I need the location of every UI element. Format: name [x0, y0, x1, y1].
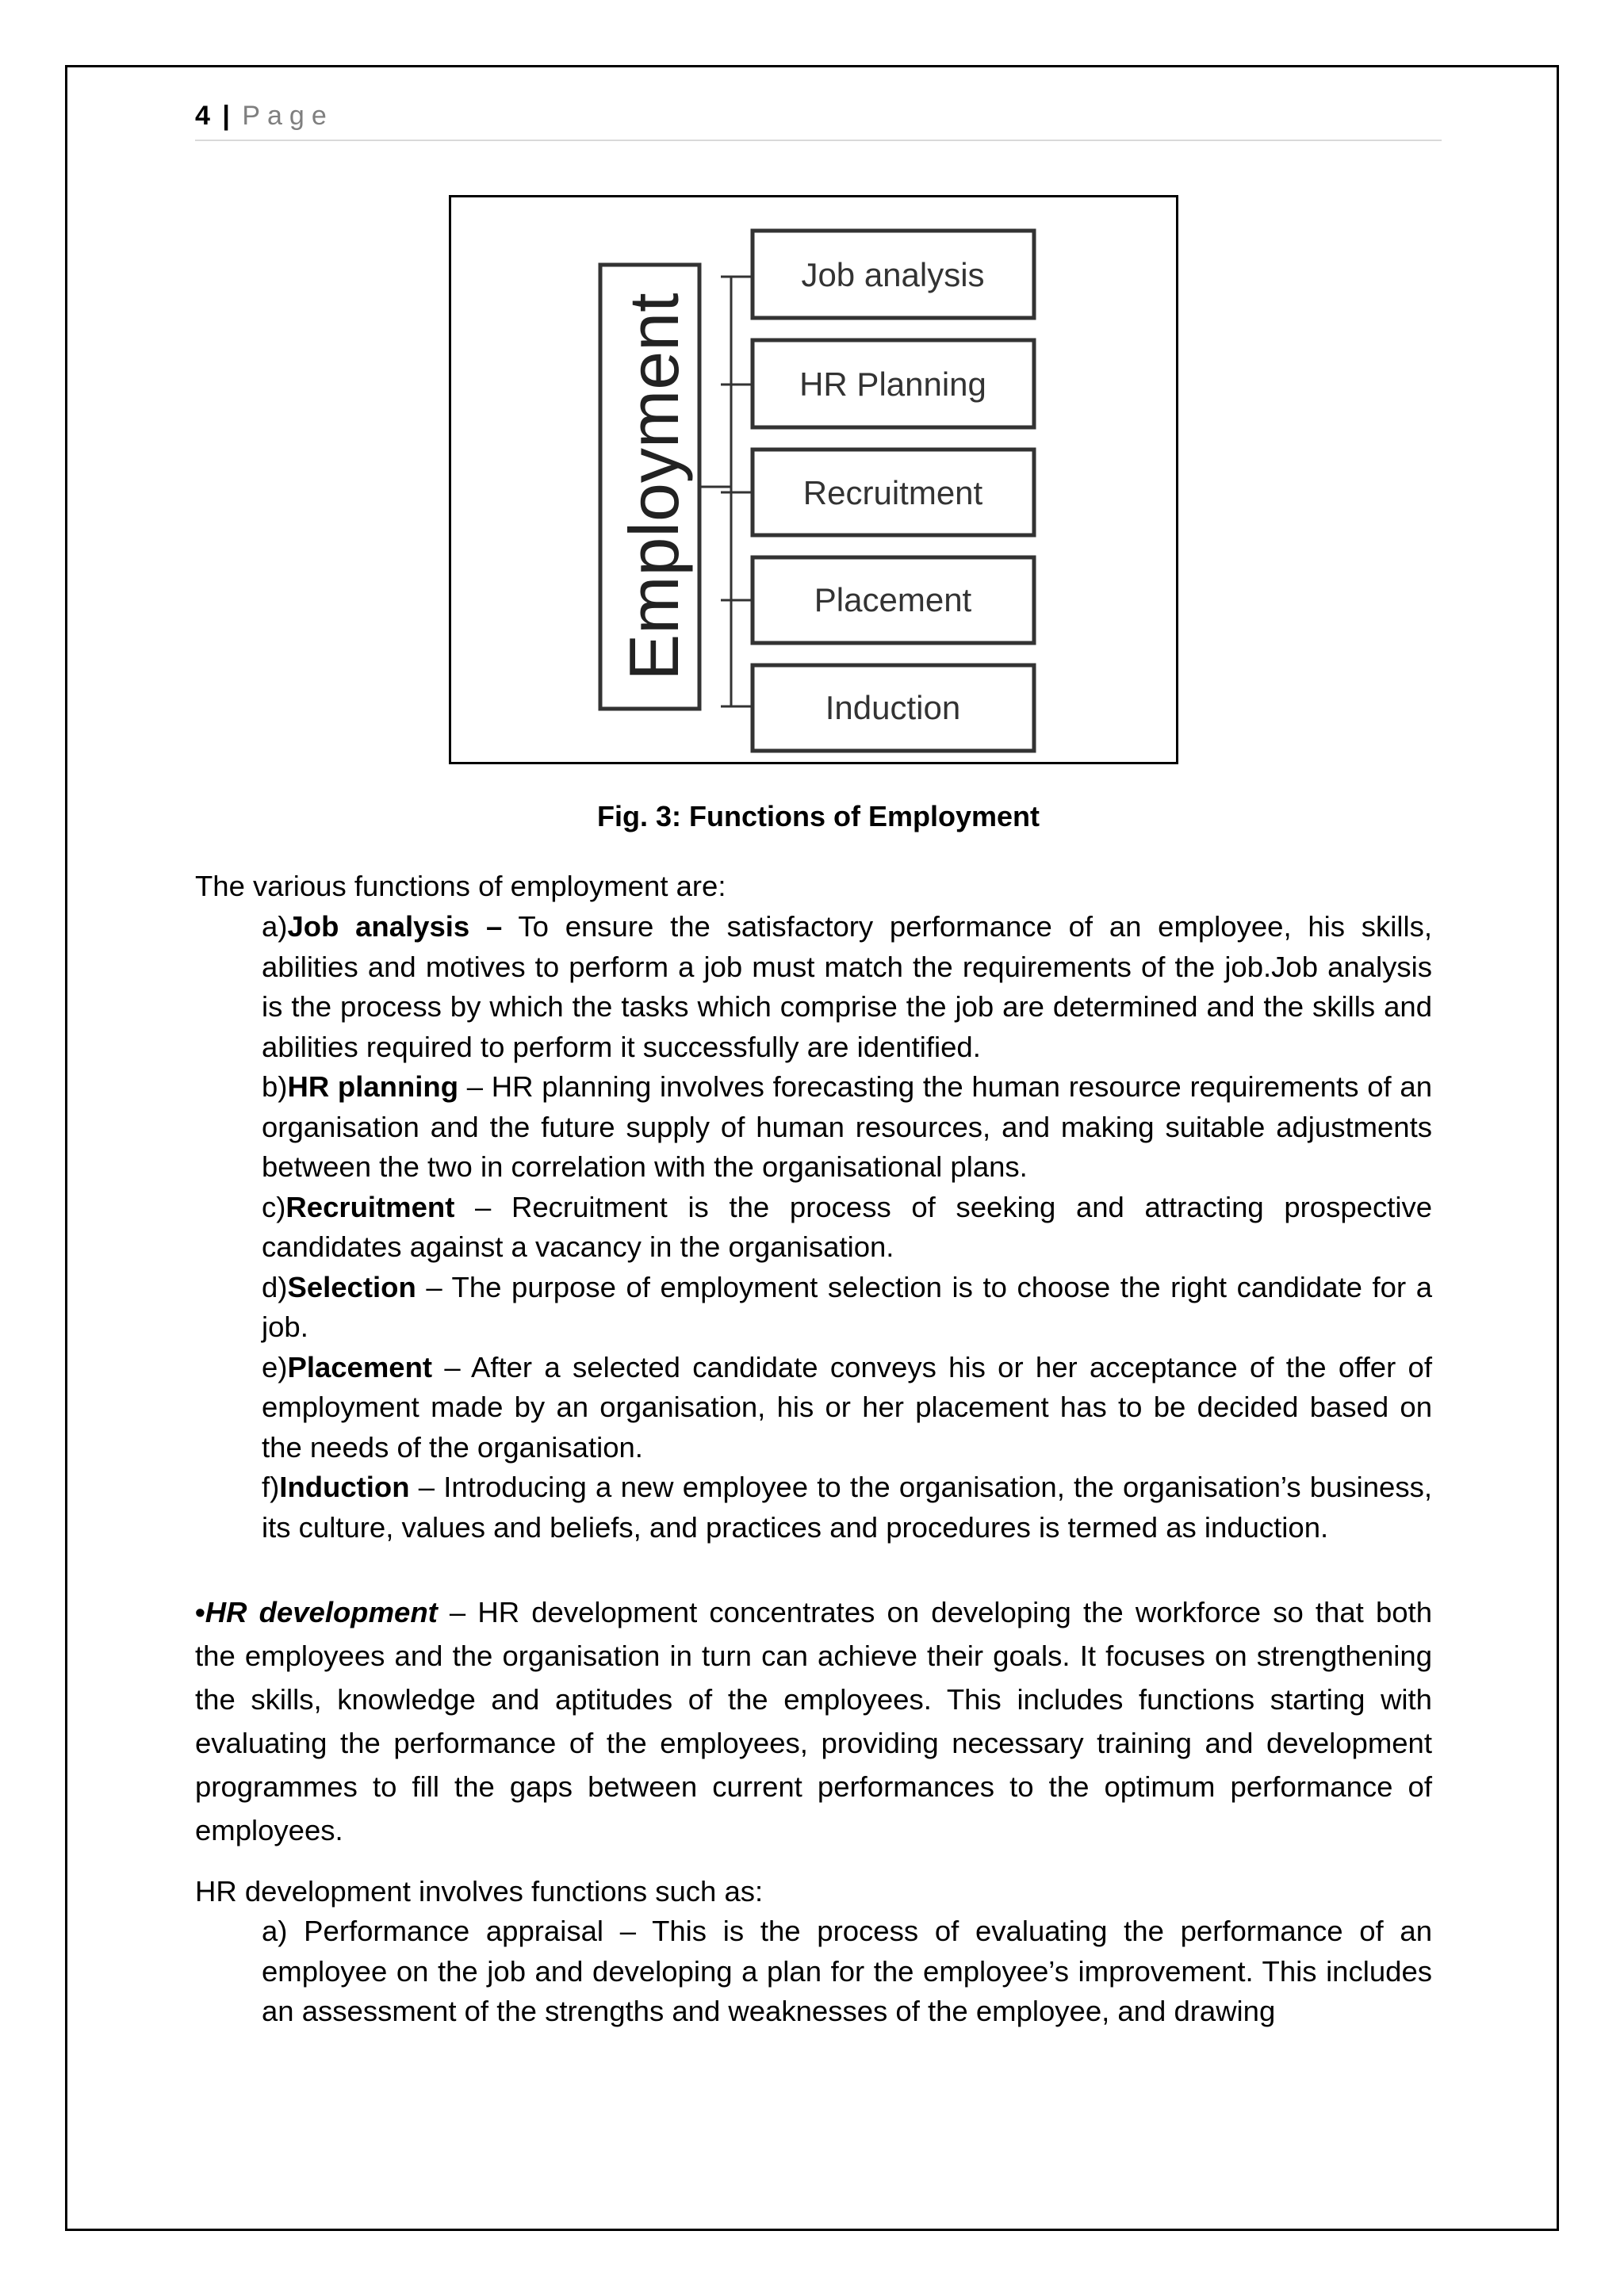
performance-appraisal-item: a) Performance appraisal – This is the process of evaluating the performance of an employee on the job and developing a plan for the employee’s improvement. This includes an assessment of the strengths and weaknesses of the employee, and drawing: [262, 1915, 1432, 2027]
page-header: [195, 98, 1442, 141]
root-label: Employment: [615, 293, 693, 681]
figure-caption: Fig. 3: Functions of Employment: [597, 800, 1040, 832]
function-item: e)Placement – After a selected candidate conveys his or her acceptance of the offer of employment made by an organisation, his or her placement has to be decided based on the needs of the organisation.: [262, 1350, 1432, 1464]
function-item: f)Induction – Introducing a new employee to the organisation, the organisation’s business, its culture, values and beliefs, and practices and procedures is termed as induction.: [262, 1471, 1432, 1544]
function-item: a)Job analysis – To ensure the satisfactory performance of an employee, his skills, abilities and motives to perform a job must match the requirements of the job.Job analysis is the process by which the tasks which comprise the job are determined and the skills and abilities required to perform it successfully are identified.: [262, 910, 1432, 1063]
item-label-induction: Induction: [825, 689, 961, 726]
intro-line: The various functions of employment are:: [195, 870, 726, 902]
header-separator: |: [222, 101, 230, 131]
hr-development-intro: HR development involves functions such as:: [195, 1875, 764, 1908]
item-label-placement: Placement: [814, 581, 972, 618]
item-label-recruitment: Recruitment: [802, 474, 983, 511]
function-item: d)Selection – The purpose of employment selection is to choose the right candidate for a job.: [262, 1270, 1432, 1343]
employment-diagram: [449, 195, 1178, 764]
functions-list: [262, 907, 1432, 1548]
page-word: Page: [242, 101, 334, 131]
page-number: 4: [195, 101, 210, 131]
item-label-job-analysis: Job analysis: [801, 256, 985, 293]
function-item: b)HR planning – HR planning involves forecasting the human resource requirements of an organisation and the future supply of human resources, and making suitable adjustments between the two in correlation with the organisational plans.: [262, 1070, 1432, 1183]
item-label-hr-planning: HR Planning: [799, 365, 986, 403]
function-item: c)Recruitment – Recruitment is the process of seeking and attracting prospective candidates against a vacancy in the organisation.: [262, 1190, 1432, 1263]
hr-development-paragraph: •HR development – HR development concentrates on developing the workforce so that both the employees and the organisation in turn can achieve their goals. It focuses on strengthening the skills, knowledge and aptitudes of the employees. This includes functions starting with evaluating the performance of the employees, providing necessary training and development programmes to fill the gaps between current performances to the optimum performance of employees.: [195, 1596, 1432, 1846]
